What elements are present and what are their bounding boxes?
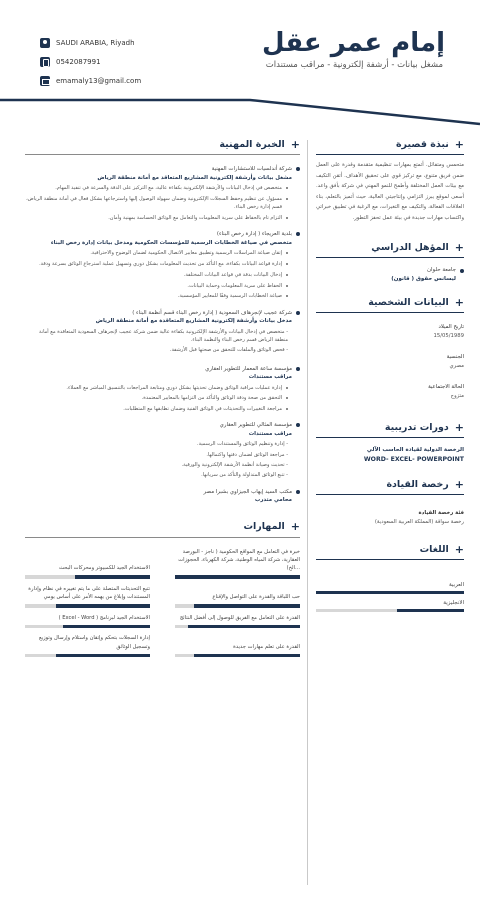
course-programs: WORD- EXCEL- POWERPOINT <box>363 456 464 463</box>
birthdate-value: 15/05/1989 <box>433 333 464 339</box>
experience-section <box>25 136 300 505</box>
mail-icon <box>40 76 50 86</box>
marital-status-label: الحالة الاجتماعية <box>428 384 464 390</box>
section-rule <box>316 494 464 495</box>
skill-item <box>175 634 300 657</box>
skill-bar <box>25 625 150 629</box>
left-column <box>25 136 300 657</box>
duty-item: إدخال البيانات بدقة في قواعد البيانات المختلفة. <box>25 271 288 279</box>
skill-item <box>175 585 300 608</box>
job-role: مراقب مستندات <box>248 430 292 437</box>
person-name: إمام عمر عقل <box>262 28 445 58</box>
job-role: محامي متدرب <box>254 497 292 504</box>
duty-item: إدارة عمليات مراقبة الوثائق وضمان تحديثها بشكل دوري ومتابعة المراجعات بالتنسيق المباشر مع العملاء. <box>25 384 288 392</box>
duty-item: الحفاظ على سرية المعلومات وحماية البيانات. <box>25 282 288 290</box>
job-entry <box>25 421 300 479</box>
skill-text: خبرة في التعامل مع المواقع الحكومية ( ناجز - البورصة العقارية، شركة المياه الوطنية، شركة الكهرباء، الحجوزات ...الخ) <box>178 548 300 572</box>
job-role: متخصص في صياغة الخطابات الرسمية للمؤسسات الحكومية ومدخل بيانات إدارة رخص البناء <box>50 239 292 246</box>
contact-location <box>40 33 141 52</box>
contact-email <box>40 71 141 90</box>
license-detail: رخصة سواقة (المملكة العربية السعودية) <box>374 519 464 525</box>
skill-bar-fill <box>56 604 150 608</box>
email-text: emamaly13@gmail.com <box>56 76 142 85</box>
job-entry <box>25 488 300 505</box>
skill-item <box>25 548 150 579</box>
job-duties <box>25 184 288 222</box>
skill-item <box>175 614 300 629</box>
phone-icon <box>40 57 50 67</box>
education-item <box>316 266 464 284</box>
header-divider-line <box>0 96 480 128</box>
languages-section <box>316 541 464 612</box>
skill-text: القدرة على تعلم مهارات جديدة <box>233 643 300 650</box>
job-company: بلدية العريجاء ( إدارة رخص البناء) <box>25 230 300 239</box>
skill-bar-fill <box>188 625 301 629</box>
skill-item <box>25 585 150 608</box>
skill-bar <box>175 604 300 608</box>
language-arabic: العربية <box>448 582 464 588</box>
section-rule <box>316 312 464 313</box>
skill-text: إدارة السجلات بتحكم وإتقان واستلام وإرسال وتوزيع وتسجيل الوثائق <box>38 635 150 650</box>
duty-text: - فحص الوثائق والملفات للتحقق من صحتها قبل الأرشفة. <box>169 347 288 354</box>
skill-bar-fill <box>56 654 150 658</box>
nationality-value: مصري <box>449 363 464 369</box>
license-item <box>316 509 464 527</box>
skills-section <box>25 519 300 658</box>
bullet-dot <box>296 423 300 427</box>
section-rule <box>316 257 464 258</box>
skill-text: القدرة على التعامل مع الفريق للوصول إلى أفضل النتائج <box>179 614 300 621</box>
summary-heading: + نبذة قصيرة <box>395 137 464 151</box>
section-rule <box>316 437 464 438</box>
skill-bar-fill <box>194 604 300 608</box>
duty-text: - متخصص في إدخال البيانات والأرشفة الإلكترونية بكفاءة عالية ضمن شركة عجيب لإنجرهاف السعودية المتعاقدة مع أمانة منطقة الرياض قسم رخص البناء والنظمة البناء. <box>39 328 288 343</box>
skills-grid <box>25 548 300 658</box>
duty-item: مسؤول عن تنظيم وحفظ السجلات الإلكترونية وضمان سهولة الوصول إليها واسترجاعها بشكل فعال في أمانة منطقة الرياض، قسم إدارة رخص البناء. <box>25 195 288 212</box>
skills-heading: + المهارات <box>243 520 300 534</box>
plus-icon: + <box>454 137 464 151</box>
skill-bar-fill <box>194 654 300 658</box>
job-company: مؤسسة المثالي للتطوير العقاري <box>25 421 300 430</box>
skill-text: الاستخدام الجيد لبرنامج ( Excel - Word ) <box>58 614 150 621</box>
skill-text: الاستخدام الجيد للكمبيوتر ومحركات البحث <box>58 565 150 572</box>
skill-bar-fill <box>63 625 151 629</box>
driving-heading: + رخصة القيادة <box>386 477 464 491</box>
job-company: شركة أندلسيات للاستشارات المهنية <box>25 165 300 174</box>
duty-item: إتقان صياغة المراسلات الرسمية وتطبيق معايير الاتصال الحكومية لضمان الوضوح والاحترافية. <box>25 249 288 257</box>
personal-heading: + البيانات الشخصية <box>368 295 464 309</box>
skill-bar <box>25 575 150 579</box>
license-category: فئة رخصة القيادة <box>418 510 464 516</box>
courses-heading: + دورات تدريبية <box>384 420 464 434</box>
location-text: SAUDI ARABIA, Riyadh <box>56 38 135 47</box>
job-duties <box>25 249 288 300</box>
job-entry <box>25 309 300 355</box>
language-bar <box>316 609 464 612</box>
duty-text: - إدارة وتنظيم الوثائق والمستندات الرسمية. <box>197 441 288 448</box>
languages-heading: + اللغات <box>419 542 464 556</box>
duty-item: التحقق من صحة ودقة الوثائق والتأكد من التزامها بالمعايير المعتمدة. <box>25 394 288 402</box>
person-subtitle: مشغل بيانات - أرشفة إلكترونية - مراقب مستندات <box>265 60 443 70</box>
section-rule <box>25 154 300 155</box>
nationality-label: الجنسية <box>446 354 464 360</box>
degree-name: ليسانس حقوق ( قانون) <box>391 276 456 282</box>
plus-icon: + <box>454 477 464 491</box>
job-entry <box>25 165 300 222</box>
duty-item: متخصص في إدخال البيانات والأرشفة الإلكترونية بكفاءة عالية، مع التركيز على الدقة والسرعة في تنفيذ المهام. <box>25 184 288 192</box>
skill-bar <box>175 654 300 658</box>
bullet-dot <box>296 367 300 371</box>
job-company: شركة عجيب لإنجرهاف السعودية ( إدارة رخص البناء قسم أنظمة البناء ) <box>25 309 300 318</box>
skill-item <box>25 634 150 657</box>
summary-text: متحمس ومتفائل. أتمتع بمهارات تنظيمية متقدمة وقدرة على العمل ضمن فريق متنوع، مع تركيز قوي على تحقيق الأهداف. أتقن التكيف مع بيئات العمل المختلفة وأطمح للنمو المهني في شركة بأفق واعد. أسعى لموقع يبرز التزامي وإنتاجيتي العالية، حيث أتميز بالتعلم، بناء العلاقات الفعالة، والتكيف مع التغيرات، مع الرغبة في تطبيق خبراتي واكتساب مهارات جديدة في بيئة عمل تحفز التطور. <box>316 162 464 221</box>
nationality-field <box>316 353 464 371</box>
job-entry <box>25 365 300 414</box>
bullet-dot <box>296 490 300 494</box>
job-role: مشغل بيانات وأرشفة إلكترونية المشاريع المتعاقد مع أمانة منطقة الرياض <box>97 174 292 181</box>
job-company: مكتب السيد إيهاب الجيزاوي بشبرا مصر <box>25 488 300 497</box>
contact-block <box>40 33 141 90</box>
section-rule <box>316 154 464 155</box>
experience-heading: + الخبرة المهنية <box>219 137 300 151</box>
skill-bar-fill <box>75 575 150 579</box>
duty-text: - تتبع الوثائق المتداولة والتأكد من سريانها. <box>201 472 288 479</box>
section-rule <box>25 537 300 538</box>
plus-icon: + <box>290 137 300 151</box>
right-column <box>316 136 464 618</box>
birthdate-label: تاريخ الميلاد <box>438 324 464 330</box>
duty-item: مراجعة التغييرات والتحديثات في الوثائق الفنية وضمان تطابقها مع المتطلبات. <box>25 405 288 413</box>
bullet-dot <box>296 167 300 171</box>
summary-section <box>316 136 464 223</box>
personal-section <box>316 294 464 401</box>
job-entry <box>25 230 300 300</box>
language-english: الانجليزية <box>443 600 464 606</box>
birthdate-field <box>316 323 464 341</box>
location-pin-icon <box>40 38 50 48</box>
skill-item <box>25 614 150 629</box>
duty-item: إدارة قواعد البيانات بكفاءة، مع التأكد من تحديث المعلومات بشكل دوري وتسهيل عملية استرجاع الوثائق بسرعة ودقة. <box>25 260 288 268</box>
contact-phone <box>40 52 141 71</box>
driving-section <box>316 476 464 527</box>
skill-text: حب اللباقة والقدرة على التواصل والإقناع <box>212 593 300 600</box>
language-bar <box>316 591 464 594</box>
column-divider <box>307 140 308 885</box>
plus-icon: + <box>290 520 300 534</box>
courses-section <box>316 419 464 464</box>
course-item <box>316 446 464 464</box>
duty-text: - مراجعة الوثائق لضمان دقتها واكتمالها. <box>206 451 288 458</box>
duty-item: صياغة الخطابات الرسمية وفقًا للمعايير المؤسسية. <box>25 292 288 300</box>
skill-bar <box>25 604 150 608</box>
bullet-dot <box>296 311 300 315</box>
duty-item: التزام تام بالحفاظ على سرية المعلومات والتعامل مع الوثائق الحساسة بمهنية وأمان. <box>25 214 288 222</box>
skill-bar <box>175 625 300 629</box>
job-duties <box>25 384 288 414</box>
plus-icon: + <box>454 420 464 434</box>
skill-bar <box>25 654 150 658</box>
resume-header <box>0 0 480 100</box>
course-name: الرخصة الدولية لقيادة الحاسب الآلي <box>366 447 464 453</box>
skill-bar <box>175 575 300 579</box>
bullet-dot <box>296 232 300 236</box>
language-list <box>316 582 464 612</box>
plus-icon: + <box>454 542 464 556</box>
plus-icon: + <box>454 240 464 254</box>
job-role: مدخل بيانات وأرشفة إلكترونية المشاريع المتعاقدة مع أمانة منطقة الرياض <box>95 318 292 325</box>
school-name: جامعة حلوان <box>426 267 456 273</box>
plus-icon: + <box>454 295 464 309</box>
language-bar-fill <box>397 609 464 612</box>
duty-text: - تحديث وصيانة أنظمة الأرشفة الإلكترونية والورقية. <box>181 462 288 469</box>
marital-status-value: متزوج <box>450 393 464 399</box>
education-section <box>316 239 464 284</box>
skill-item <box>175 548 300 579</box>
skill-bar-fill <box>175 575 300 579</box>
section-rule <box>316 559 464 560</box>
marital-status-field <box>316 383 464 401</box>
skill-text: تتبع التحديثات المتصلة على ما يتم تغييره في نظام وإدارة المستندات وإبلاغ من يهمه الأمر على أساس يومي <box>28 585 150 600</box>
job-company: مؤسسة ساعة المعمار للتطوير العقاري <box>25 365 300 374</box>
job-role: مراقب مستندات <box>248 374 292 381</box>
language-bar-fill <box>316 591 464 594</box>
education-heading: + المؤهل الدراسي <box>371 240 464 254</box>
phone-text: 0542087991 <box>56 57 101 66</box>
bullet-dot <box>460 269 464 273</box>
